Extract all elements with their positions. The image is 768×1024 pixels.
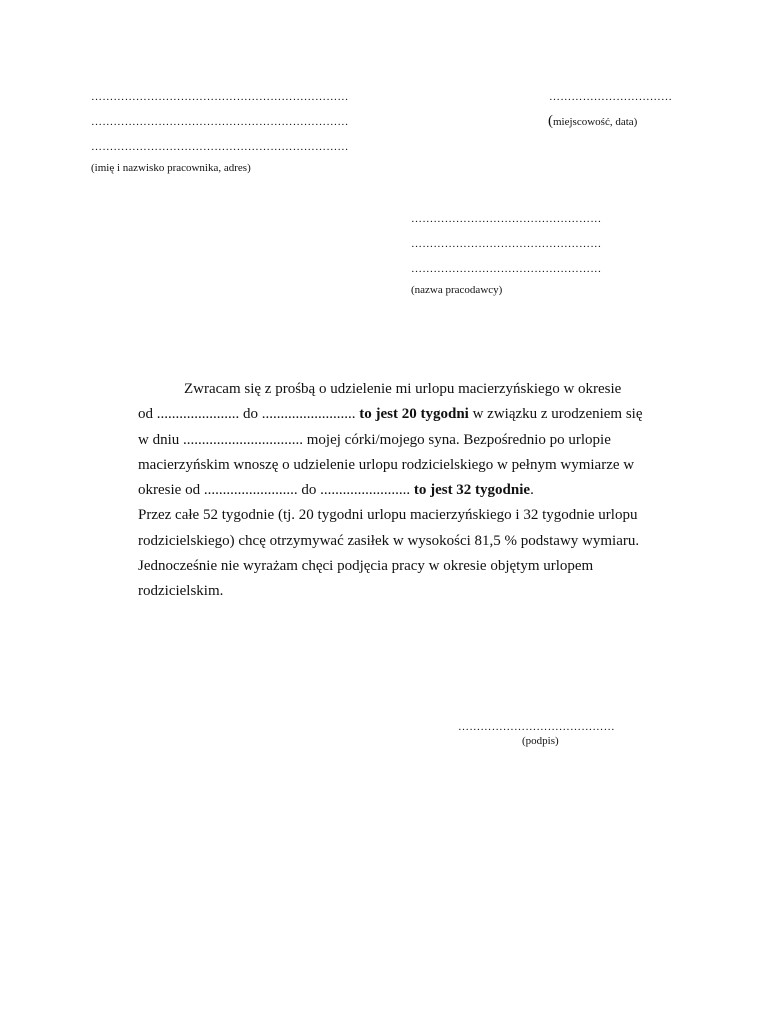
body-line-1: Zwracam się z prośbą o udzielenie mi urlopu macierzyńskiego w okresie (184, 381, 622, 397)
employer-line-2: …………………………………………… (411, 238, 602, 250)
place-date-caption-text: miejscowość, data) (553, 116, 638, 128)
body-line-2-end: w związku z urodzeniem się (468, 406, 643, 422)
body-line-3: w dniu ................................ mojej córki/mojego syna. Bezpośrednio po urlopie (138, 432, 611, 448)
signature-line: …………………………………… (458, 721, 615, 733)
sender-line-2: …………………………………………………………… (91, 116, 349, 128)
body-line-2 (138, 405, 643, 423)
body-line-5-start: okresie od ......................... do ........................ (138, 482, 414, 498)
place-date-line: …………………………… (549, 91, 673, 103)
parental-duration: to jest 32 tygodnie (413, 482, 531, 498)
body-line-4: macierzyńskim wnoszę o udzielenie urlopu rodzicielskiego w pełnym wymiarze w (138, 457, 635, 473)
place-date-caption (548, 114, 637, 129)
employer-line-3: …………………………………………… (411, 263, 602, 275)
body-line-6: Przez całe 52 tygodnie (tj. 20 tygodni urlopu macierzyńskiego i 32 tygodnie urlopu (138, 507, 638, 523)
body-line-5 (138, 481, 534, 499)
maternity-duration: to jest 20 tygodni (359, 406, 469, 422)
sender-line-1: …………………………………………………………… (91, 91, 349, 103)
body-line-7: rodzicielskiego) chcę otrzymywać zasiłek w wysokości 81,5 % podstawy wymiaru. (138, 533, 640, 549)
body-line-5-end: . (530, 482, 534, 498)
signature-caption: (podpis) (522, 735, 559, 747)
sender-caption: (imię i nazwisko pracownika, adres) (91, 162, 251, 174)
employer-caption: (nazwa pracodawcy) (411, 284, 503, 296)
body-line-8: Jednocześnie nie wyrażam chęci podjęcia pracy w okresie objętym urlopem (138, 558, 594, 574)
sender-line-3: …………………………………………………………… (91, 141, 349, 153)
employer-line-1: …………………………………………… (411, 213, 602, 225)
body-line-9: rodzicielskim. (138, 583, 224, 599)
place-date-caption-paren: ( (548, 113, 553, 129)
body-line-2-start: od ...................... do ......................... (138, 406, 360, 422)
